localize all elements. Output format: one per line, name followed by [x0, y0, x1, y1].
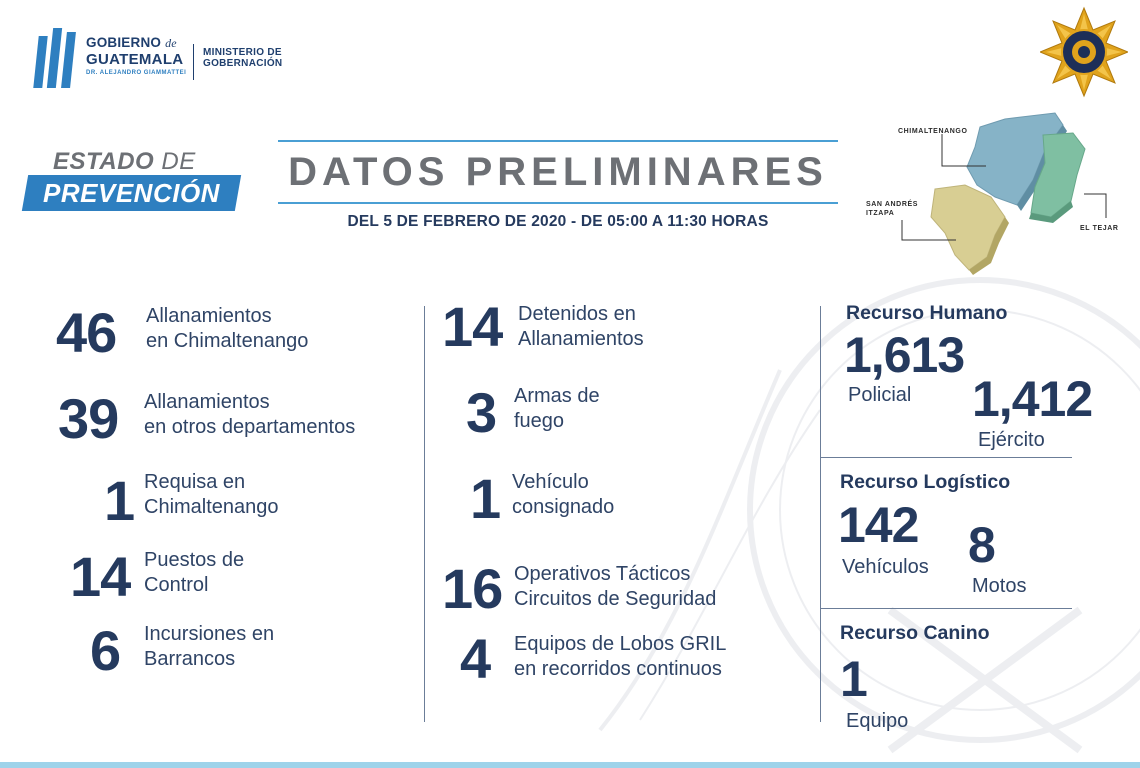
stat-number: 4: [460, 627, 491, 690]
column-divider-right: [820, 306, 821, 722]
policial-label: Policial: [848, 384, 912, 406]
estado-heading: ESTADO DE: [53, 148, 196, 175]
page-title: DATOS PRELIMINARES: [288, 150, 828, 194]
prevencion-label: PREVENCIÓN: [43, 178, 220, 208]
stat-label: Requisa en Chimaltenango: [144, 471, 279, 518]
stat-label: Detenidos en Allanamientos: [518, 303, 644, 350]
recurso-canino-title: Recurso Canino: [840, 622, 990, 644]
map-label-chimaltenango: CHIMALTENANGO: [898, 128, 968, 135]
page-subtitle: DEL 5 DE FEBRERO DE 2020 - DE 05:00 A 11:30 HORAS: [347, 213, 769, 230]
column-divider-left: [424, 306, 425, 722]
gov-president: DR. ALEJANDRO GIAMMATTEI: [86, 70, 187, 76]
middle-stats-column: [430, 295, 815, 700]
stat-label: Allanamientos en otros departamentos: [144, 391, 356, 438]
equipo-label: Equipo: [846, 710, 909, 732]
map-leader-chimaltenango: [940, 132, 990, 172]
ejercito-label: Ejército: [978, 429, 1045, 451]
resource-divider-1: [820, 457, 1072, 458]
map-label-san-andres: SAN ANDRÉS ITZAPA: [866, 201, 919, 217]
ejercito-number: 1,412: [972, 371, 1093, 427]
gov-name-line2: GUATEMALA: [86, 51, 184, 68]
vehiculos-number: 142: [838, 497, 919, 553]
stat-label: Puestos de Control: [144, 549, 245, 596]
police-badge-icon: [1040, 6, 1128, 98]
stat-number: 1: [104, 469, 135, 532]
stat-label: Incursiones en Barrancos: [144, 623, 275, 670]
ministry-name: MINISTERIO DE GOBERNACIÓN: [203, 47, 283, 69]
resource-divider-2: [820, 608, 1072, 609]
map-leader-el-tejar: [1082, 192, 1112, 222]
stat-label: Vehículo consignado: [512, 471, 615, 518]
left-stats-column: [40, 300, 420, 700]
motos-number: 8: [968, 517, 995, 573]
stat-label: Operativos Tácticos Circuitos de Seguridad: [514, 563, 717, 610]
stat-number: 16: [442, 557, 503, 620]
stat-number: 6: [90, 619, 121, 682]
government-logo: [0, 0, 310, 100]
title-bottom-rule: [278, 202, 838, 204]
title-top-rule: [278, 140, 838, 142]
stat-number: 14: [442, 295, 503, 358]
logo-divider: [193, 44, 194, 80]
government-bars-icon: [34, 28, 78, 88]
stat-number: 46: [56, 301, 117, 364]
recurso-logistico-title: Recurso Logístico: [840, 471, 1011, 493]
stat-label: Equipos de Lobos GRIL en recorridos continuos: [514, 633, 727, 680]
stat-number: 14: [70, 545, 131, 608]
vehiculos-label: Vehículos: [842, 556, 929, 578]
equipo-number: 1: [840, 651, 867, 707]
stat-number: 39: [58, 387, 119, 450]
map-leader-san-andres: [900, 218, 960, 244]
map-label-el-tejar: EL TEJAR: [1080, 225, 1119, 232]
bottom-accent-bar: [0, 762, 1140, 768]
stat-number: 3: [466, 381, 497, 444]
stat-number: 1: [470, 467, 501, 530]
stat-label: Armas de fuego: [514, 385, 600, 432]
stat-label: Allanamientos en Chimaltenango: [146, 305, 309, 352]
motos-label: Motos: [972, 575, 1027, 597]
recurso-humano-title: Recurso Humano: [846, 302, 1008, 324]
gov-name-line1: GOBIERNO de: [86, 35, 177, 50]
policial-number: 1,613: [844, 327, 965, 383]
